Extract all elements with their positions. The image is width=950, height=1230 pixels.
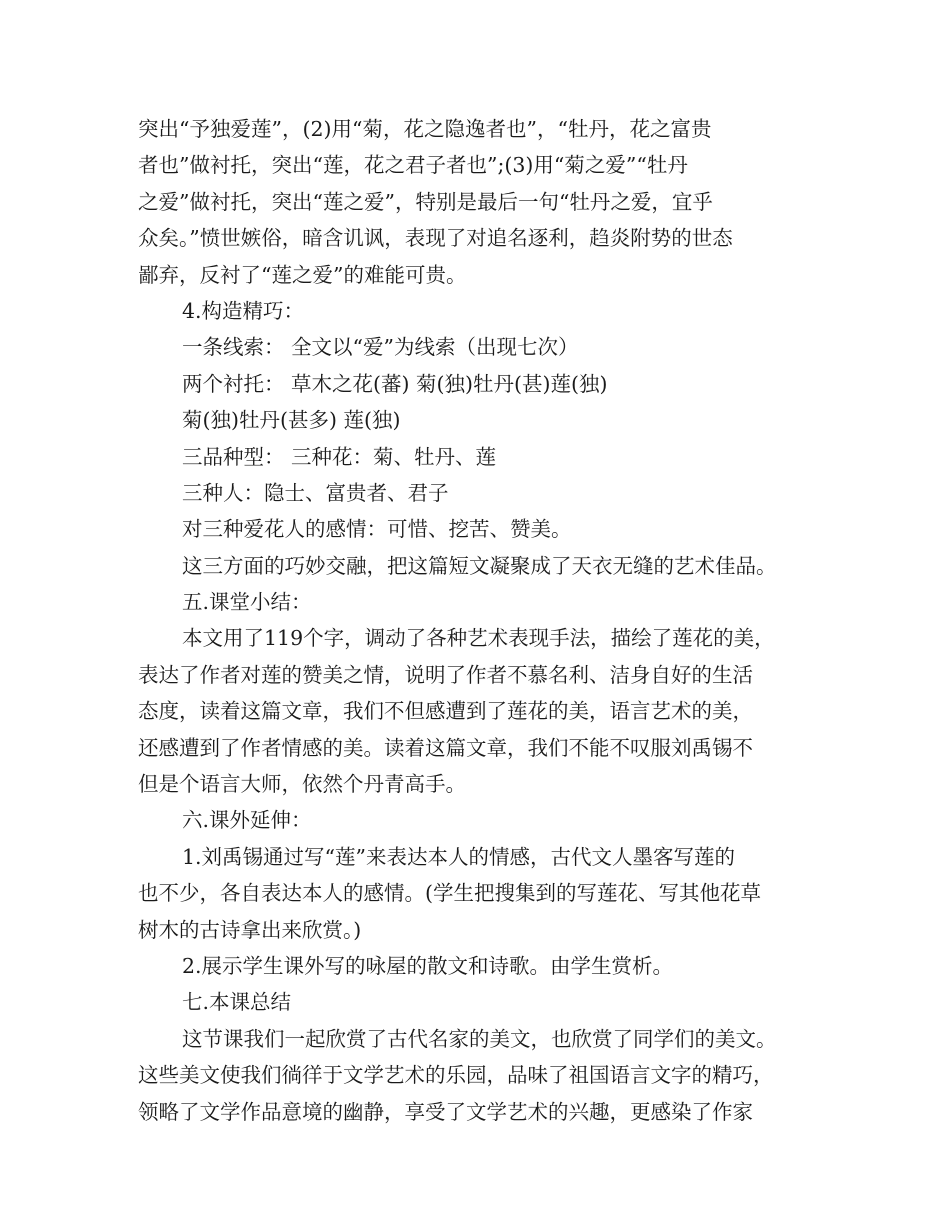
text-line: 这三方面的巧妙交融，把这篇短文凝聚成了天衣无缝的艺术佳品。 (182, 553, 777, 578)
section-heading-conclusion: 七.本课总结 (182, 990, 292, 1015)
text-line: 领略了文学作品意境的幽静，享受了文学艺术的兴趣，更感染了作家 (138, 1099, 753, 1124)
section-heading-construction: 4.构造精巧： (182, 298, 305, 323)
text-line: 2.展示学生课外写的咏屋的散文和诗歌。由学生赏析。 (182, 953, 674, 978)
text-line: 两个衬托： 草木之花(蕃) 菊(独)牡丹(甚)莲(独) (182, 371, 608, 396)
text-line: 者也”做衬托，突出“莲，花之君子者也”;(3)用“菊之爱”“牡丹 (138, 153, 688, 178)
text-line: 但是个语言大师，依然个丹青高手。 (138, 772, 466, 797)
text-line: 树木的古诗拿出来欣赏。) (138, 917, 362, 942)
text-line: 1.刘禹锡通过写“莲”来表达本人的情感，古代文人墨客写莲的 (182, 844, 736, 869)
section-heading-extension: 六.课外延伸： (182, 808, 312, 833)
text-line: 这节课我们一起欣赏了古代名家的美文，也欣赏了同学们的美文。 (182, 1026, 777, 1051)
section-heading-summary: 五.课堂小结： (182, 590, 312, 615)
text-line: 还感遭到了作者情感的美。读着这篇文章，我们不能不叹服刘禹锡不 (138, 735, 753, 760)
text-line: 也不少，各自表达本人的感情。(学生把搜集到的写莲花、写其他花草 (138, 881, 761, 906)
text-line: 态度，读着这篇文章，我们不但感遭到了莲花的美，语言艺术的美， (138, 699, 753, 724)
text-line: 菊(独)牡丹(甚多) 莲(独) (182, 408, 401, 433)
text-line: 突出“予独爱莲”，(2)用“菊，花之隐逸者也”，“牡丹，花之富贵 (138, 117, 712, 141)
text-line: 对三种爱花人的感情：可惜、挖苦、赞美。 (182, 517, 572, 542)
text-line: 鄙弃，反衬了“莲之爱”的难能可贵。 (138, 262, 467, 287)
text-line: 这些美文使我们徜徉于文学艺术的乐园，品味了祖国语言文字的精巧， (138, 1063, 774, 1088)
document-body (138, 111, 818, 1130)
text-line: 本文用了119个字，调动了各种艺术表现手法，描绘了莲花的美， (182, 626, 775, 651)
text-line: 三种人：隐士、富贵者、君子 (182, 480, 449, 505)
text-line: 表达了作者对莲的赞美之情，说明了作者不慕名利、洁身自好的生活 (138, 662, 753, 687)
text-line: 一条线索： 全文以“爱”为线索（出现七次） (182, 335, 579, 360)
text-line: 众矣。”愤世嫉俗，暗含讥讽，表现了对追名逐利，趋炎附势的世态 (138, 226, 733, 251)
text-line: 三品种型： 三种花：菊、牡丹、莲 (182, 444, 497, 469)
text-line: 之爱”做衬托，突出“莲之爱”，特别是最后一句“牡丹之爱，宜乎 (138, 189, 713, 214)
